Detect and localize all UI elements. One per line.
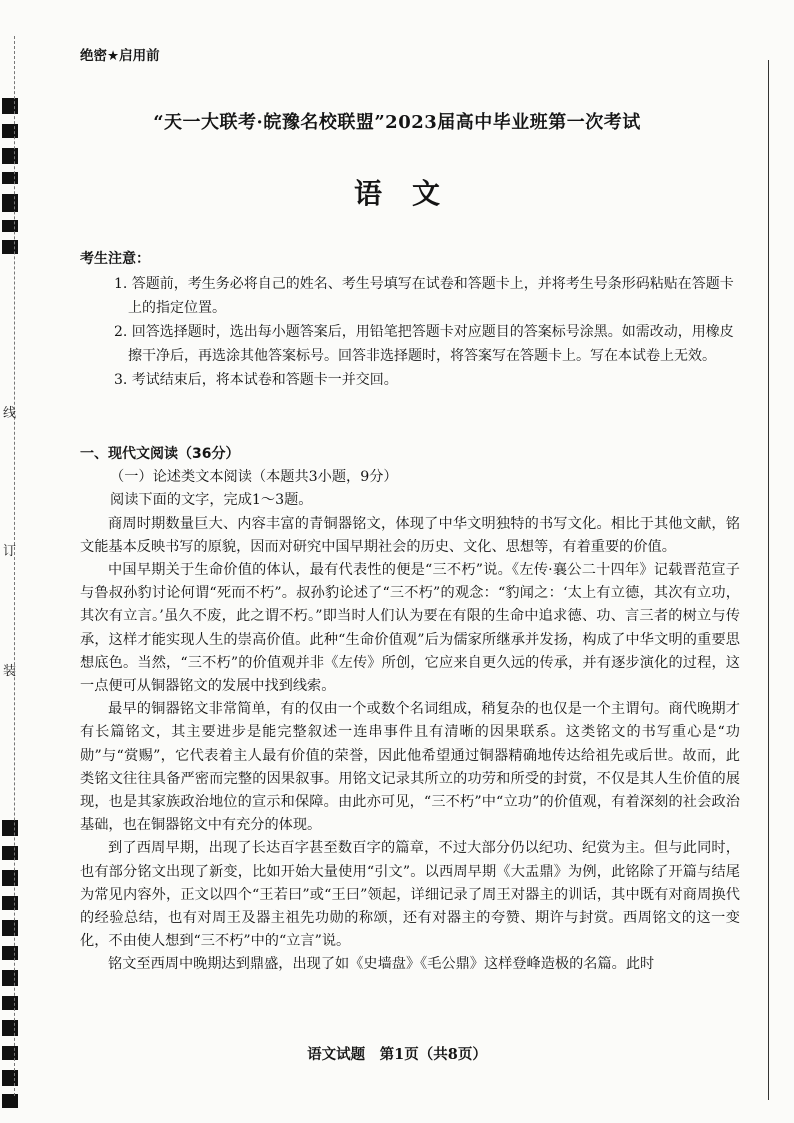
note-item: 1. 答题前，考生务必将自己的姓名、考生号填写在试卷和答题卡上，并将考生号条形码粘贴在答题卡上的指定位置。 (114, 276, 734, 316)
right-border-line (768, 60, 769, 1100)
secret-label: 绝密★启用前 (80, 48, 160, 64)
section-heading: 一、现代文阅读（36分） (80, 446, 240, 462)
passage-paragraph: 到了西周早期，出现了长达百字甚至数百字的篇章，不过大部分仍以纪功、纪赏为主。但与此同时，也有部分铭文出现了新变，比如开始大量使用“引文”。以西周早期《大盂鼎》为例，此铭除了开篇与结尾为常见内容外，正文以四个“王若曰”或“王曰”领起，详细记录了周王对器主的训话，其中既有对商周换代的经验总结，也有对周王及器主祖先功勋的称颂，还有对器主的夸赞、期许与封赏。西周铭文的这一变化，不由使人想到“三不朽”中的“立言”说。 (80, 840, 740, 950)
side-label-xian: 线 (3, 406, 17, 421)
page-footer: 语文试题 第1页（共8页） (307, 1046, 487, 1063)
passage-paragraph: 中国早期关于生命价值的体认，最有代表性的便是“三不朽”说。《左传·襄公二十四年》记载晋范宣子与鲁叔孙豹讨论何谓“死而不朽”。叔孙豹论述了“三不朽”的观念：“豹闻之：‘太上有立德，其次有立功，其次有立言。’虽久不废，此之谓不朽。”即当时人们认为要在有限的生命中追求德、功、言三者的树立与传承，这样才能实现人生的崇高价值。此种“生命价值观”后为儒家所继承并发扬，构成了中华文明的重要思想底色。当然，“三不朽”的价值观并非《左传》所创，它应来自更久远的传承，并有逐步演化的过程，这一点便可从铜器铭文的发展中找到线索。 (80, 562, 740, 695)
subject-title: 语文 (353, 177, 470, 210)
notes-list (114, 272, 740, 392)
exam-title: “天一大联考·皖豫名校联盟”2023届高中毕业班第一次考试 (153, 112, 641, 133)
note-item: 3. 考试结束后，将本试卷和答题卡一并交回。 (114, 372, 398, 388)
note-item: 2. 回答选择题时，选出每小题答案后，用铅笔把答题卡对应题目的答案标号涂黑。如需改动，用橡皮擦干净后，再选涂其他答案标号。回答非选择题时，将答案写在答题卡上。写在本试卷上无效。 (114, 324, 734, 364)
reading-instruction: 阅读下面的文字，完成1～3题。 (110, 492, 313, 509)
subsection-heading: （一）论述类文本阅读（本题共3小题，9分） (110, 469, 398, 486)
reading-section (80, 443, 740, 977)
passage-paragraph: 商周时期数量巨大、内容丰富的青铜器铭文，体现了中华文明独特的书写文化。相比于其他文献，铭文能基本反映书写的原貌，因而对研究中国早期社会的历史、文化、思想等，有着重要的价值。 (80, 515, 740, 555)
passage-paragraph: 铭文至西周中晚期达到鼎盛，出现了如《史墙盘》《毛公鼎》这样登峰造极的名篇。此时 (108, 956, 655, 973)
binding-margin (0, 0, 22, 1123)
passage-paragraph: 最早的铜器铭文非常简单，有的仅由一个或数个名词组成，稍复杂的也仅是一个主谓句。商代晚期才有长篇铭文，其主要进步是能完整叙述一连串事件且有清晰的因果联系。这类铭文的书写重心是“功勋”与“赏赐”，它代表着主人最有价值的荣誉，因此他希望通过铜器精确地传达给祖先或后世。故而，此类铭文往往具备严密而完整的因果叙事。用铭文记录其所立的功劳和所受的封赏，不仅是其人生价值的展现，也是其家族政治地位的宣示和保障。由此亦可见，“三不朽”中“立功”的价值观，有着深刻的社会政治基础，也在铜器铭文中有充分的体现。 (80, 701, 740, 834)
side-label-zhuang: 装 (3, 664, 17, 679)
notes-heading: 考生注意： (80, 251, 150, 267)
side-label-ding: 订 (3, 544, 17, 559)
